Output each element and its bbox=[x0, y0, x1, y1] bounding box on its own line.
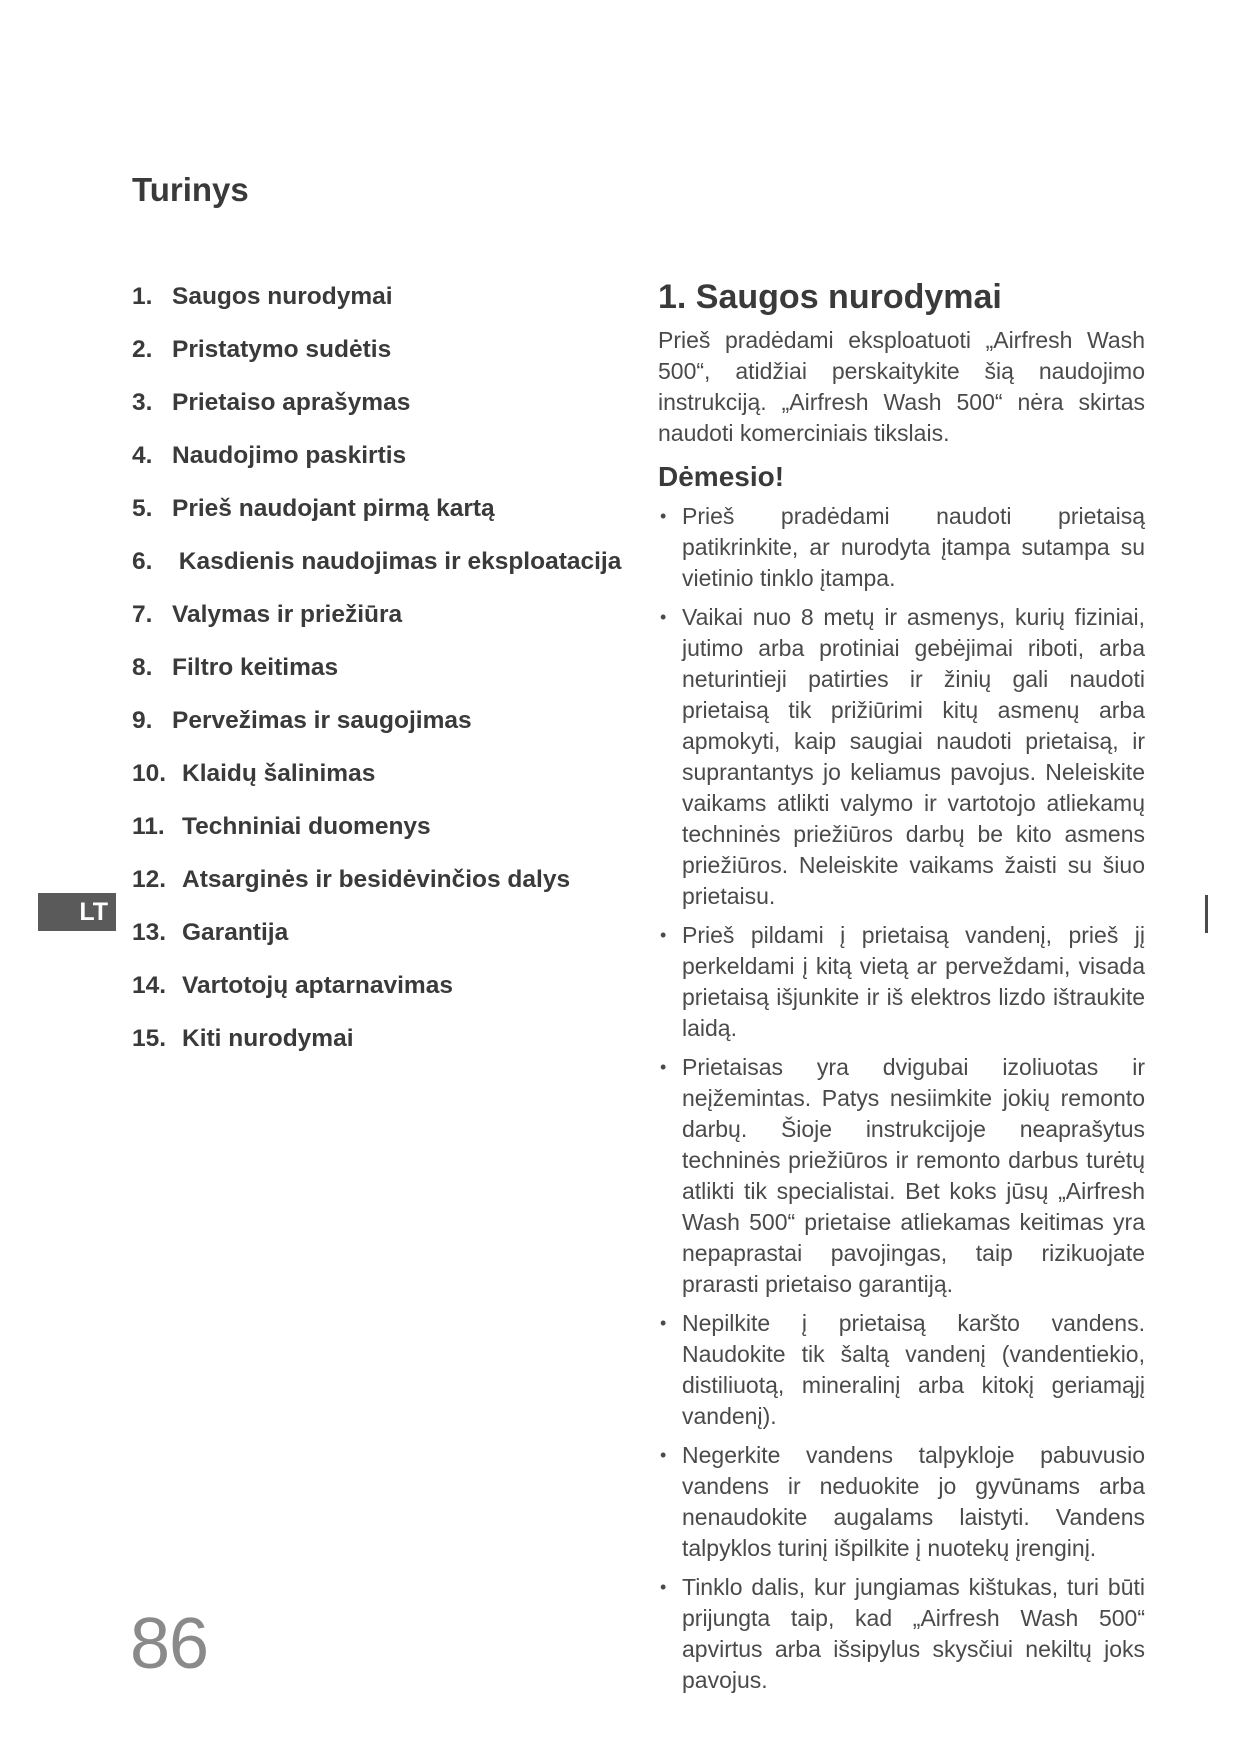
toc-number: 15. bbox=[132, 1025, 167, 1052]
toc-label: Atsarginės ir besidėvinčios dalys bbox=[182, 866, 571, 893]
bullet-icon: • bbox=[660, 1057, 667, 1078]
toc-number: 8. bbox=[132, 654, 153, 681]
toc-number: 1. bbox=[132, 283, 153, 310]
toc-number: 7. bbox=[132, 601, 153, 628]
toc-label: Prietaiso aprašymas bbox=[172, 389, 411, 416]
list-item bbox=[658, 1308, 1145, 1432]
toc-item-1[interactable] bbox=[132, 282, 632, 335]
toc-label: Prieš naudojant pirmą kartą bbox=[172, 495, 495, 522]
toc-item-13[interactable] bbox=[132, 918, 632, 971]
toc-number: 3. bbox=[132, 389, 153, 416]
bullet-icon: • bbox=[660, 1313, 667, 1334]
bullet-text: Prietaisas yra dvigubai izoliuotas ir neįžemintas. Patys nesiimkite jokių remonto darbų. Šioje instrukcijoje neaprašytus techninės priežiūros ir remonto darbus turėtų atlikti tik specialistai. Bet koks jūsų „Airfresh Wash 500“ prietaise atliekamas keitimas yra nepaprastai pavojingas, taip rizikuojate prarasti prietaiso garantiją. bbox=[682, 1054, 1145, 1298]
bullet-text: Prieš pildami į prietaisą vandenį, prieš jį perkeldami į kitą vietą ar perveždami, visada prietaisą išjunkite ir iš elektros lizdo ištraukite laidą. bbox=[682, 922, 1145, 1042]
warning-heading: Dėmesio! bbox=[658, 461, 785, 493]
toc-number: 4. bbox=[132, 442, 153, 469]
toc-item-5[interactable] bbox=[132, 494, 632, 547]
toc-number: 11. bbox=[132, 813, 165, 840]
toc-item-12[interactable] bbox=[132, 865, 632, 918]
bullet-icon: • bbox=[660, 506, 667, 527]
toc-item-8[interactable] bbox=[132, 653, 632, 706]
toc-number: 10. bbox=[132, 760, 167, 787]
toc-number: 9. bbox=[132, 707, 153, 734]
toc-item-6[interactable] bbox=[132, 547, 632, 600]
toc-item-2[interactable] bbox=[132, 335, 632, 388]
list-item bbox=[658, 1440, 1145, 1564]
page-number: 86 bbox=[130, 1604, 209, 1684]
table-of-contents bbox=[132, 282, 632, 1077]
bullet-icon: • bbox=[660, 1577, 667, 1598]
toc-number: 2. bbox=[132, 336, 153, 363]
toc-number: 12. bbox=[132, 866, 167, 893]
toc-item-9[interactable] bbox=[132, 706, 632, 759]
bullet-text: Prieš pradėdami naudoti prietaisą patikrinkite, ar nurodyta įtampa sutampa su vietinio tinklo įtampa. bbox=[682, 503, 1145, 592]
toc-label: Pervežimas ir saugojimas bbox=[172, 707, 472, 734]
list-item bbox=[658, 1572, 1145, 1696]
bullet-text: Negerkite vandens talpykloje pabuvusio vandens ir neduokite jo gyvūnams arba nenaudokite augalams laistyti. Vandens talpyklos turinį išpilkite į nuotekų įrenginį. bbox=[682, 1442, 1145, 1562]
toc-label: Saugos nurodymai bbox=[172, 283, 393, 310]
list-item bbox=[658, 920, 1145, 1044]
bullet-text: Nepilkite į prietaisą karšto vandens. Naudokite tik šaltą vandenį (vandentiekio, distiliuotą, mineralinį arba kitokį geriamąjį vandenį). bbox=[682, 1310, 1145, 1430]
toc-label: Kasdienis naudojimas ir eksploatacija bbox=[172, 548, 622, 575]
bullet-icon: • bbox=[660, 1445, 667, 1466]
toc-item-4[interactable] bbox=[132, 441, 632, 494]
toc-label: Kiti nurodymai bbox=[182, 1025, 354, 1052]
toc-number: 6. bbox=[132, 548, 153, 575]
toc-label: Vartotojų aptarnavimas bbox=[182, 972, 453, 999]
bullet-icon: • bbox=[660, 925, 667, 946]
toc-item-3[interactable] bbox=[132, 388, 632, 441]
list-item bbox=[658, 501, 1145, 594]
section-intro: Prieš pradėdami eksploatuoti „Airfresh Wash 500“, atidžiai perskaitykite šią naudojimo instrukciją. „Airfresh Wash 500“ nėra skirtas naudoti komerciniais tikslais. bbox=[658, 327, 1145, 447]
toc-number: 14. bbox=[132, 972, 167, 999]
bullet-text: Vaikai nuo 8 metų ir asmenys, kurių fiziniai, jutimo arba protiniai gebėjimai riboti, arba neturintieji patirties ir žinių gali naudoti prietaisą tik prižiūrimi kitų asmenų arba apmokyti, kaip saugiai naudoti prietaisą, ir suprantantys jo keliamus pavojus. Neleiskite vaikams atlikti valymo ir vartotojo atliekamų techninės priežiūros darbų be kito asmens priežiūros. Neleiskite vaikams žaisti su šiuo prietaisu. bbox=[682, 604, 1145, 910]
toc-item-15[interactable] bbox=[132, 1024, 632, 1077]
toc-item-10[interactable] bbox=[132, 759, 632, 812]
bullet-icon: • bbox=[660, 607, 667, 628]
toc-label: Techniniai duomenys bbox=[182, 813, 431, 840]
page-edge-marker bbox=[1205, 895, 1208, 933]
toc-label: Klaidų šalinimas bbox=[182, 760, 376, 787]
toc-item-14[interactable] bbox=[132, 971, 632, 1024]
toc-label: Naudojimo paskirtis bbox=[172, 442, 407, 469]
page-title: Turinys bbox=[132, 171, 249, 208]
safety-section bbox=[658, 278, 1145, 1704]
list-item bbox=[658, 602, 1145, 912]
toc-label: Garantija bbox=[182, 919, 289, 946]
toc-number: 13. bbox=[132, 919, 167, 946]
toc-item-7[interactable] bbox=[132, 600, 632, 653]
toc-label: Pristatymo sudėtis bbox=[172, 336, 392, 363]
list-item bbox=[658, 1052, 1145, 1300]
toc-label: Valymas ir priežiūra bbox=[172, 601, 403, 628]
toc-item-11[interactable] bbox=[132, 812, 632, 865]
warning-list bbox=[658, 501, 1145, 1696]
section-title: 1. Saugos nurodymai bbox=[658, 278, 1002, 316]
toc-label: Filtro keitimas bbox=[172, 654, 339, 681]
toc-number: 5. bbox=[132, 495, 153, 522]
language-tab: LT bbox=[38, 893, 116, 931]
bullet-text: Tinklo dalis, kur jungiamas kištukas, turi būti prijungta taip, kad „Airfresh Wash 500“ apvirtus arba išsipylus skysčiui nekiltų joks pavojus. bbox=[682, 1574, 1145, 1694]
